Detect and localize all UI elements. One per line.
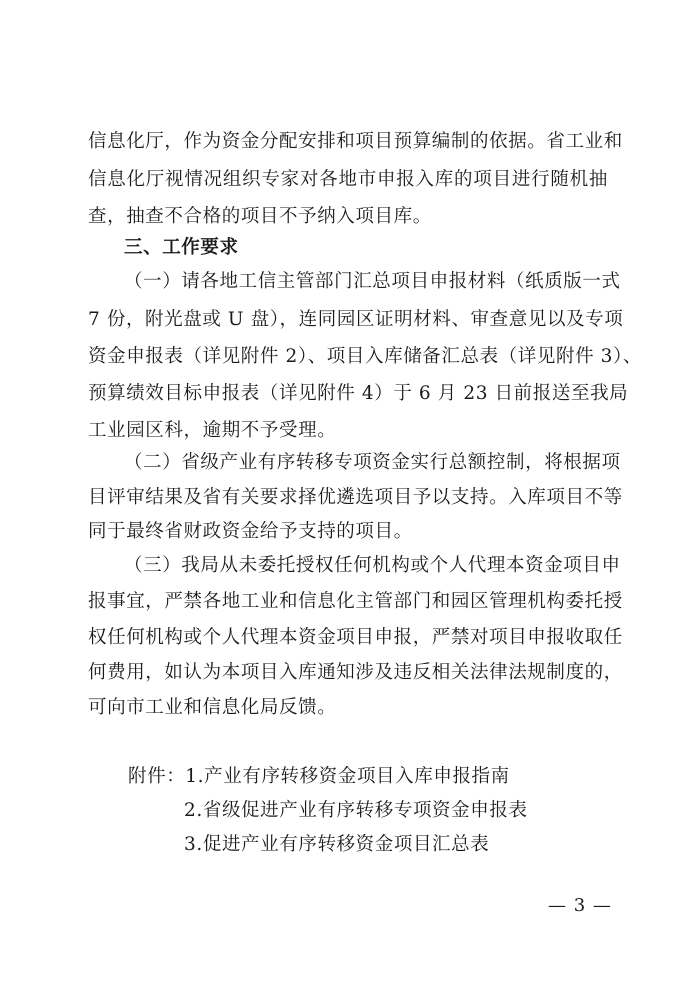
attachment-1: 附件：1.产业有序转移资金项目入库申报指南 — [128, 766, 510, 787]
attachment-3: 3.促进产业有序转移资金项目汇总表 — [184, 834, 490, 855]
body-line-1: 信息化厅，作为资金分配安排和项目预算编制的依据。省工业和 — [88, 131, 623, 152]
item-3-line-3: 权任何机构或个人代理本资金项目申报，严禁对项目申报收取任 — [88, 627, 623, 648]
body-line-3: 查，抽查不合格的项目不予纳入项目库。 — [88, 206, 432, 227]
item-1-line-1: （一）请各地工信主管部门汇总项目申报材料（纸质版一式 — [124, 271, 621, 292]
item-2-line-2: 目评审结果及省有关要求择优遴选项目予以支持。入库项目不等 — [88, 487, 623, 508]
page-number: — 3 — — [548, 895, 612, 916]
section-heading-3: 三、工作要求 — [124, 237, 239, 258]
item-3-line-5: 可向市工业和信息化局反馈。 — [88, 697, 337, 718]
item-3-line-4: 何费用，如认为本项目入库通知涉及违反相关法律法规制度的， — [88, 662, 623, 683]
attachment-2: 2.省级促进产业有序转移专项资金申报表 — [184, 800, 528, 821]
item-1-line-2: 7 份，附光盘或 U 盘），连同园区证明材料、审查意见以及专项 — [88, 309, 624, 330]
item-1-line-5: 工业园区科，逾期不予受理。 — [88, 420, 337, 441]
item-2-line-3: 同于最终省财政资金给予支持的项目。 — [88, 521, 413, 542]
item-1-line-4: 预算绩效目标申报表（详见附件 4）于 6 月 23 日前报送至我局 — [88, 383, 629, 404]
item-2-line-1: （二）省级产业有序转移专项资金实行总额控制，将根据项 — [124, 452, 621, 473]
item-3-line-2: 报事宜，严禁各地工业和信息化主管部门和园区管理机构委托授 — [88, 591, 623, 612]
body-line-2: 信息化厅视情况组织专家对各地市申报入库的项目进行随机抽 — [88, 169, 608, 190]
item-1-line-3: 资金申报表（详见附件 2）、项目入库储备汇总表（详见附件 3）、 — [88, 346, 643, 367]
item-3-line-1: （三）我局从未委托授权任何机构或个人代理本资金项目申 — [124, 555, 621, 576]
